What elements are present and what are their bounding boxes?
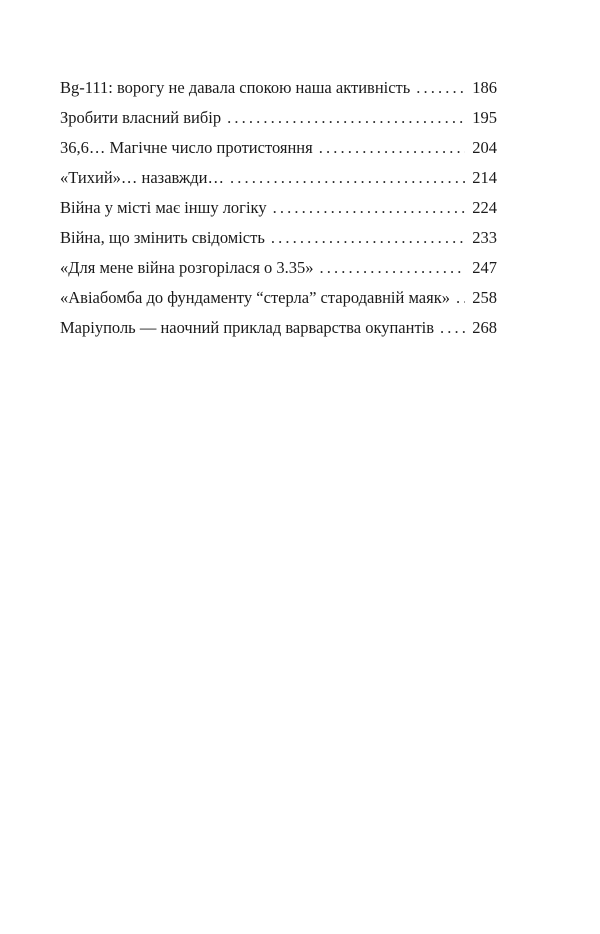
dot-leader (320, 253, 465, 283)
toc-entry (60, 73, 497, 103)
toc-entry-title: 36,6… Магічне число протистояння (60, 138, 313, 157)
toc-entry (60, 103, 497, 133)
toc-entry-title: «Авіабомба до фундаменту “стерла” стародавній маяк» (60, 288, 450, 307)
toc-entry (60, 163, 497, 193)
toc-entry-page: 214 (472, 168, 497, 187)
toc-entry-title: Війна у місті має іншу логіку (60, 198, 267, 217)
dot-leader (440, 313, 465, 343)
dot-leader (230, 163, 465, 193)
toc-entry-title: Зробити власний вибір (60, 108, 222, 127)
toc-entry (60, 313, 497, 343)
toc-entry-title: Bg-111: ворогу не давала спокою наша активність (60, 78, 411, 97)
dot-leader (456, 283, 465, 313)
dot-leader (416, 73, 465, 103)
toc-entry-page: 186 (472, 78, 497, 97)
toc-entry-page: 224 (472, 198, 497, 217)
toc-entry (60, 283, 497, 313)
toc-entry-page: 195 (472, 108, 497, 127)
table-of-contents (60, 73, 497, 343)
toc-entry (60, 223, 497, 253)
toc-entry (60, 253, 497, 283)
toc-entry-page: 268 (472, 318, 497, 337)
dot-leader (273, 193, 465, 223)
toc-entry-page: 258 (472, 288, 497, 307)
dot-leader (319, 133, 465, 163)
toc-entry-title: Маріуполь — наочний приклад варварства окупантів (60, 318, 435, 337)
toc-entry-title: Війна, що змінить свідомість (60, 228, 265, 247)
toc-entry-page: 233 (472, 228, 497, 247)
toc-entry (60, 133, 497, 163)
toc-entry-title: «Тихий»… назавжди… (60, 168, 224, 187)
toc-entry (60, 193, 497, 223)
dot-leader (227, 103, 465, 133)
dot-leader (271, 223, 465, 253)
toc-entry-page: 204 (472, 138, 497, 157)
toc-entry-page: 247 (472, 258, 497, 277)
toc-entry-title: «Для мене війна розгорілася о 3.35» (60, 258, 314, 277)
